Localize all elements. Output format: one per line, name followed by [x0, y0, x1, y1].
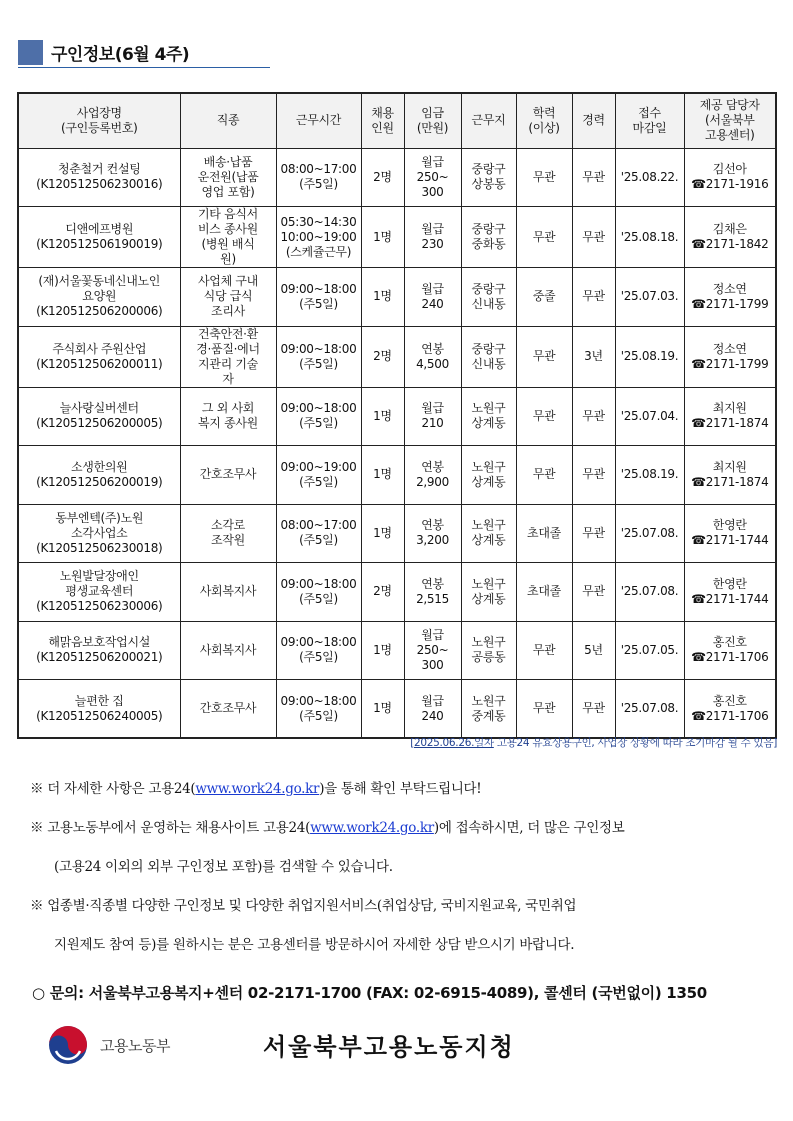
cell-wage	[404, 504, 461, 563]
cell-line: 중랑구	[471, 341, 506, 356]
cell-deadline: '25.07.03.	[615, 268, 684, 327]
cell-line: 간호조무사	[199, 701, 257, 715]
cell-line: 인원	[371, 120, 394, 135]
column-header	[572, 93, 615, 148]
cell-line: 비스 종사원	[198, 222, 258, 236]
cell-line: (주5일)	[299, 650, 338, 665]
cell-company	[18, 207, 180, 268]
cell-line: 지관리 기술	[198, 356, 258, 371]
cell-line: 요양원	[82, 289, 117, 304]
staff-name: 정소연	[712, 281, 747, 296]
cell-exp: 무관	[572, 446, 615, 505]
cell-wage	[404, 326, 461, 387]
cell-line: 230	[421, 237, 444, 251]
cell-line: 09:00~19:00	[280, 459, 357, 474]
cell-line: 건축안전·환	[198, 326, 258, 341]
cell-line: (주5일)	[299, 474, 338, 489]
job-table	[17, 92, 777, 739]
cell-line: (스케쥴근무)	[285, 244, 352, 259]
cell-wage	[404, 387, 461, 446]
cell-place	[461, 621, 516, 680]
cell-wage	[404, 621, 461, 680]
cell-line: 신내동	[471, 356, 506, 371]
cell-line: (주5일)	[299, 296, 338, 311]
cell-company	[18, 621, 180, 680]
cell-line: 식당 급식	[203, 289, 253, 304]
cell-line: 09:00~18:00	[280, 693, 357, 708]
cell-line: (K120512506200006)	[36, 304, 163, 319]
cell-line: (구인등록번호)	[60, 120, 138, 135]
cell-line: 10:00~19:00	[280, 229, 357, 244]
cell-line: 간호조무사	[199, 467, 257, 482]
cell-deadline: '25.07.04.	[615, 387, 684, 446]
table-header-row	[18, 93, 776, 148]
staff-name: 최지원	[712, 459, 747, 474]
cell-exp: 무관	[572, 504, 615, 563]
cell-count: 2명	[361, 563, 404, 622]
cell-deadline: '25.08.19.	[615, 326, 684, 387]
staff-phone: ☎2171-1744	[691, 533, 769, 548]
cell-line: 근무지	[471, 113, 506, 128]
cell-line: 경력	[582, 113, 605, 128]
cell-staff	[684, 446, 776, 505]
work24-link[interactable]: www.work24.go.kr	[195, 781, 320, 797]
column-header	[684, 93, 776, 148]
notice-3-cont: 지원제도 참여 등)를 원하시는 분은 고용센터를 방문하시어 자세한 상담 받으시기 바랍니다.	[54, 937, 575, 953]
cell-line: 상계동	[471, 591, 506, 606]
table-row	[18, 387, 776, 446]
notice-2-cont: (고용24 이외의 외부 구인정보 포함)를 검색할 수 있습니다.	[54, 859, 393, 875]
cell-line: 해맑음보호작업시설	[48, 635, 151, 650]
staff-name: 김채은	[712, 222, 747, 236]
cell-place	[461, 680, 516, 739]
cell-line: 중랑구	[471, 281, 506, 296]
cell-line: (K120512506200021)	[36, 650, 163, 665]
cell-line: (주5일)	[299, 356, 338, 371]
cell-line: 08:00~17:00	[280, 518, 357, 533]
cell-line: 월급	[421, 154, 444, 169]
cell-line: 노원구	[471, 576, 506, 591]
table-row	[18, 446, 776, 505]
office-name: 서울북부고용노동지청	[263, 1033, 515, 1061]
staff-phone: ☎2171-1706	[691, 650, 769, 665]
cell-deadline: '25.08.18.	[615, 207, 684, 268]
cell-line: 노원구	[471, 635, 506, 650]
cell-line: 학력	[532, 105, 556, 120]
cell-company	[18, 446, 180, 505]
column-header	[404, 93, 461, 148]
cell-company	[18, 326, 180, 387]
cell-count: 1명	[361, 680, 404, 739]
cell-line: (K120512506230016)	[36, 177, 163, 192]
cell-exp: 무관	[572, 387, 615, 446]
cell-job	[180, 504, 276, 563]
cell-line: 3,200	[416, 533, 449, 548]
header-square-icon	[18, 40, 43, 65]
cell-line: 접수	[638, 105, 661, 120]
cell-edu: 초대졸	[516, 504, 572, 563]
cell-exp: 3년	[572, 326, 615, 387]
cell-line: 임금	[421, 105, 444, 120]
cell-deadline: '25.08.19.	[615, 446, 684, 505]
cell-count: 1명	[361, 387, 404, 446]
cell-line: 조리사	[211, 304, 245, 319]
cell-exp: 5년	[572, 621, 615, 680]
cell-line: (서울북부	[704, 113, 755, 128]
cell-line: 연봉	[421, 576, 444, 591]
cell-company	[18, 680, 180, 739]
cell-job	[180, 680, 276, 739]
cell-line: 상계동	[471, 533, 506, 548]
cell-job	[180, 148, 276, 207]
staff-name: 한영란	[712, 576, 747, 591]
cell-line: 소각사업소	[71, 525, 128, 540]
cell-line: 중계동	[471, 708, 506, 723]
cell-line: 연봉	[421, 518, 444, 533]
table-row	[18, 148, 776, 207]
cell-hours	[276, 621, 361, 680]
cell-edu: 무관	[516, 326, 572, 387]
cell-line: 09:00~18:00	[280, 281, 357, 296]
cell-count: 1명	[361, 504, 404, 563]
cell-line: 채용	[371, 105, 394, 120]
cell-job	[180, 387, 276, 446]
cell-edu: 무관	[516, 387, 572, 446]
cell-line: 청춘철거 컨설팅	[57, 162, 141, 177]
cell-exp: 무관	[572, 563, 615, 622]
cell-line: 조작원	[211, 533, 245, 548]
cell-line: 중랑구	[471, 162, 506, 177]
cell-exp: 무관	[572, 268, 615, 327]
staff-phone: ☎2171-1706	[691, 708, 769, 723]
cell-deadline: '25.07.08.	[615, 680, 684, 739]
cell-line: 월급	[421, 693, 444, 708]
cell-count: 1명	[361, 207, 404, 268]
cell-place	[461, 148, 516, 207]
cell-line: 사업체 구내	[198, 274, 258, 289]
cell-line: (주5일)	[299, 416, 338, 431]
cell-line: 250~	[416, 642, 449, 657]
cell-wage	[404, 680, 461, 739]
table-row	[18, 680, 776, 739]
cell-place	[461, 446, 516, 505]
cell-line: (주5일)	[299, 533, 338, 548]
cell-hours	[276, 268, 361, 327]
cell-hours	[276, 446, 361, 505]
cell-line: 08:00~17:00	[280, 162, 357, 177]
cell-job	[180, 268, 276, 327]
cell-place	[461, 207, 516, 268]
cell-line: 직종	[216, 113, 240, 128]
cell-company	[18, 268, 180, 327]
cell-count: 2명	[361, 326, 404, 387]
cell-edu: 무관	[516, 621, 572, 680]
cell-hours	[276, 207, 361, 268]
cell-wage	[404, 148, 461, 207]
cell-edu: 무관	[516, 446, 572, 505]
cell-line: 월급	[421, 281, 444, 296]
cell-line: 배송·납품	[203, 154, 253, 169]
cell-line: (병원 배식	[201, 237, 255, 251]
cell-line: 늘편한 집	[74, 693, 124, 708]
cell-place	[461, 563, 516, 622]
cell-line: (K120512506200011)	[36, 356, 163, 371]
cell-line: 자	[222, 371, 234, 386]
cell-wage	[404, 446, 461, 505]
notice-2: ※ 고용노동부에서 운영하는 채용사이트 고용24(www.work24.go.kr)에 접속하시면, 더 많은 구인정보	[30, 820, 625, 836]
cell-wage	[404, 268, 461, 327]
cell-company	[18, 563, 180, 622]
cell-line: 상봉동	[471, 177, 506, 192]
cell-staff	[684, 563, 776, 622]
cell-line: 마감일	[632, 120, 667, 135]
staff-name: 정소연	[712, 341, 747, 356]
staff-name: 홍진호	[712, 693, 747, 708]
cell-deadline: '25.07.08.	[615, 504, 684, 563]
cell-wage	[404, 207, 461, 268]
cell-line: (이상)	[528, 120, 560, 135]
cell-hours	[276, 504, 361, 563]
staff-name: 김선아	[712, 162, 747, 177]
cell-line: 09:00~18:00	[280, 341, 357, 356]
ministry-name: 고용노동부	[100, 1037, 170, 1055]
cell-job	[180, 563, 276, 622]
cell-wage	[404, 563, 461, 622]
cell-exp: 무관	[572, 148, 615, 207]
ministry-logo	[48, 1025, 248, 1065]
cell-line: 300	[421, 184, 444, 199]
cell-line: 늘사랑실버센터	[59, 401, 139, 416]
table-row	[18, 268, 776, 327]
cell-exp: 무관	[572, 207, 615, 268]
cell-line: 노원발달장애인	[59, 569, 139, 584]
cell-line: 기타 음식서	[198, 207, 258, 221]
table-note: [2025.06.26.일자 고용24 유효상용구인, 사업장 상황에 따라 조기마감 될 수 있음]	[410, 737, 777, 749]
table-row	[18, 326, 776, 387]
cell-line: 영업 포함)	[201, 184, 255, 199]
cell-job	[180, 621, 276, 680]
cell-edu: 무관	[516, 207, 572, 268]
cell-place	[461, 268, 516, 327]
taegeuk-logo-icon	[48, 1025, 88, 1065]
notice-3: ※ 업종별·직종별 다양한 구인정보 및 다양한 취업지원서비스(취업상담, 국비지원교육, 국민취업	[30, 898, 577, 914]
cell-line: 2,515	[416, 591, 449, 606]
cell-line: 월급	[421, 222, 444, 236]
section-header	[18, 38, 270, 68]
cell-staff	[684, 387, 776, 446]
cell-place	[461, 504, 516, 563]
cell-line: 09:00~18:00	[280, 401, 357, 416]
cell-line: 240	[421, 296, 444, 311]
column-header	[180, 93, 276, 148]
cell-line: 월급	[421, 401, 444, 416]
staff-phone: ☎2171-1874	[691, 474, 769, 489]
cell-line: 연봉	[421, 459, 444, 474]
table-row	[18, 621, 776, 680]
cell-line: (K120512506200019)	[36, 474, 163, 489]
cell-staff	[684, 326, 776, 387]
cell-line: (주5일)	[299, 708, 338, 723]
staff-phone: ☎2171-1799	[691, 356, 769, 371]
cell-line: (만원)	[416, 120, 449, 135]
cell-line: (K120512506200005)	[36, 416, 163, 431]
cell-line: 사업장명	[76, 105, 122, 120]
cell-line: 소각로	[211, 518, 245, 533]
cell-line: 제공 담당자	[699, 98, 760, 113]
cell-edu: 초대졸	[516, 563, 572, 622]
cell-staff	[684, 268, 776, 327]
table-row	[18, 504, 776, 563]
cell-hours	[276, 387, 361, 446]
cell-line: 노원구	[471, 518, 506, 533]
cell-deadline: '25.07.05.	[615, 621, 684, 680]
cell-line: 노원구	[471, 459, 506, 474]
cell-line: 디앤에프병원	[65, 222, 134, 236]
page-title: 구인정보(6월 4주)	[51, 45, 190, 65]
cell-line: 공릉동	[471, 650, 506, 665]
cell-company	[18, 504, 180, 563]
column-header	[461, 93, 516, 148]
work24-link-2[interactable]: www.work24.go.kr	[310, 820, 434, 836]
cell-edu: 중졸	[516, 268, 572, 327]
cell-line: 05:30~14:30	[280, 214, 357, 229]
cell-line: 주식회사 주원산업	[52, 341, 147, 356]
cell-line: (K120512506230006)	[36, 599, 163, 614]
staff-phone: ☎2171-1916	[691, 177, 769, 192]
column-header	[361, 93, 404, 148]
cell-count: 2명	[361, 148, 404, 207]
cell-line: 노원구	[471, 693, 506, 708]
cell-edu: 무관	[516, 680, 572, 739]
cell-job	[180, 446, 276, 505]
cell-line: 사회복지사	[199, 584, 257, 599]
cell-staff	[684, 621, 776, 680]
cell-line: 300	[421, 657, 444, 672]
cell-hours	[276, 148, 361, 207]
cell-line: (K120512506190019)	[36, 237, 163, 251]
cell-line: 2,900	[416, 474, 449, 489]
staff-phone: ☎2171-1842	[691, 237, 769, 251]
cell-line: 상계동	[471, 474, 506, 489]
cell-company	[18, 148, 180, 207]
staff-phone: ☎2171-1799	[691, 296, 769, 311]
cell-line: 월급	[421, 627, 444, 642]
column-header	[18, 93, 180, 148]
cell-line: 근무시간	[295, 113, 342, 128]
cell-line: 09:00~18:00	[280, 635, 357, 650]
cell-exp: 무관	[572, 680, 615, 739]
cell-line: 상계동	[471, 416, 506, 431]
cell-line: 연봉	[421, 341, 444, 356]
cell-staff	[684, 207, 776, 268]
column-header	[276, 93, 361, 148]
staff-name: 홍진호	[712, 635, 747, 650]
cell-line: 복지 종사원	[198, 416, 258, 431]
column-header	[516, 93, 572, 148]
cell-staff	[684, 504, 776, 563]
cell-line: 240	[421, 708, 444, 723]
staff-phone: ☎2171-1874	[691, 416, 769, 431]
cell-count: 1명	[361, 446, 404, 505]
cell-line: 평생교육센터	[65, 584, 134, 599]
table-row	[18, 207, 776, 268]
cell-line: (K120512506240005)	[36, 708, 163, 723]
cell-line: 경·품질·에너	[196, 341, 260, 356]
cell-hours	[276, 326, 361, 387]
cell-line: 250~	[416, 169, 449, 184]
staff-name: 최지원	[712, 401, 747, 416]
cell-line: (주5일)	[299, 591, 338, 606]
cell-line: 그 외 사회	[201, 401, 255, 416]
staff-name: 한영란	[712, 518, 747, 533]
cell-line: 4,500	[416, 356, 449, 371]
cell-staff	[684, 148, 776, 207]
table-body	[18, 148, 776, 738]
cell-staff	[684, 680, 776, 739]
cell-line: 소생한의원	[71, 459, 128, 474]
cell-count: 1명	[361, 268, 404, 327]
cell-line: 원)	[220, 252, 236, 266]
staff-phone: ☎2171-1744	[691, 591, 769, 606]
cell-line: (재)서울꽃동네신내노인	[38, 274, 161, 289]
cell-place	[461, 326, 516, 387]
cell-line: 신내동	[471, 296, 506, 311]
cell-line: (K120512506230018)	[36, 540, 163, 555]
cell-line: 210	[421, 416, 444, 431]
notices	[30, 770, 778, 965]
cell-hours	[276, 680, 361, 739]
cell-line: 09:00~18:00	[280, 576, 357, 591]
cell-place	[461, 387, 516, 446]
cell-line: 중랑구	[471, 222, 506, 236]
cell-hours	[276, 563, 361, 622]
column-header	[615, 93, 684, 148]
cell-deadline: '25.07.08.	[615, 563, 684, 622]
cell-company	[18, 387, 180, 446]
cell-line: 운전원(납품	[197, 169, 259, 184]
cell-deadline: '25.08.22.	[615, 148, 684, 207]
cell-line: 동부엔텍(주)노원	[55, 510, 144, 525]
notice-1: ※ 더 자세한 사항은 고용24(www.work24.go.kr)을 통해 확인 부탁드립니다!	[30, 781, 482, 797]
cell-line: (주5일)	[299, 177, 338, 192]
cell-count: 1명	[361, 621, 404, 680]
table-row	[18, 563, 776, 622]
cell-edu: 무관	[516, 148, 572, 207]
cell-job	[180, 207, 276, 268]
cell-line: 중화동	[471, 237, 506, 251]
cell-line: 고용센터)	[704, 128, 755, 143]
cell-job	[180, 326, 276, 387]
contact-info: ○ 문의: 서울북부고용복지+센터 02-2171-1700 (FAX: 02-6915-4089), 콜센터 (국번없이) 1350	[32, 984, 707, 1002]
cell-line: 노원구	[471, 401, 506, 416]
cell-line: 사회복지사	[199, 642, 257, 657]
